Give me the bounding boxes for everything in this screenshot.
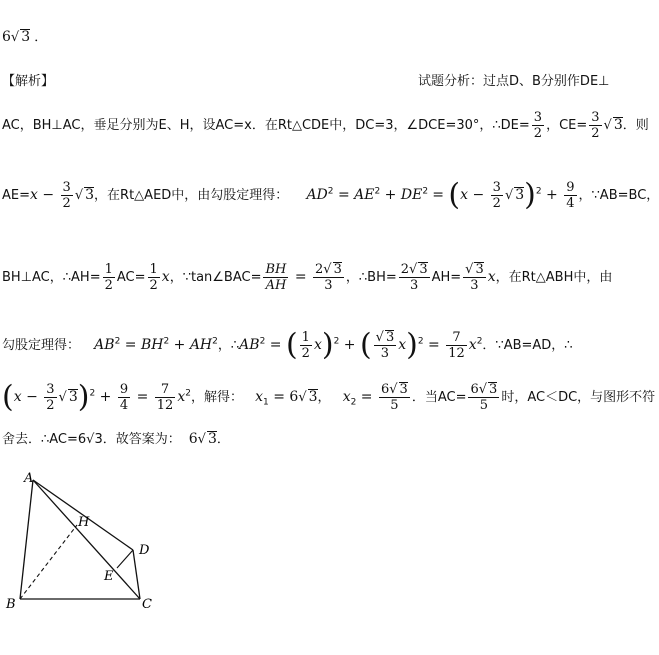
solution-line-5: (x − $\frac{3}{2}$ √ 3)$^2$ + $\frac{9}{4}$ = $\frac{7}{12}$ $x^2$，解得： $x_1 = 6√$ 3， $x_2$ = $\frac{6√ 3}{5}$ ．当AC= $\frac{6√ 3}{5}$ 时，AC＜DC，与图形不符: [2, 379, 656, 415]
analysis-intro: 试题分析：过点D、B分别作DE⊥: [418, 74, 610, 89]
label-a: A: [24, 471, 34, 486]
segment-ac: [33, 480, 140, 599]
segment-de: [117, 550, 133, 568]
segment-bh-dashed: [20, 525, 77, 599]
solution-line-2: AE=x − $\frac{3}{2}$ √ 3，在Rt△AED中，由勾股定理得： $AD^2 = AE^2 + DE^2 = (x$ − $\frac{3}{2}$ √ 3)$^2$ + $\frac{9}{4}$ ，∵AB=BC，: [2, 177, 659, 213]
analysis-tag: 【解析】: [2, 74, 55, 89]
label-h: H: [78, 515, 90, 530]
segment-ab: [20, 480, 33, 599]
solution-line-3: BH⊥AC，∴AH= $\frac{1}{2}$ AC= $\frac{1}{2}$ x，∵tan∠BAC= $\frac{BH}{AH}$ = $\frac{2√ 3}{3}$ ，∴BH= $\frac{2√ 3}{3}$ AH= $\frac{√ 3}{3}$ x，在Rt△ABH中，由: [2, 262, 613, 293]
label-c: C: [142, 597, 152, 612]
label-b: B: [6, 597, 16, 612]
label-d: D: [139, 543, 150, 558]
solution-line-1: AC，BH⊥AC，垂足分别为E、H，设AC=x．在Rt△CDE中，DC=3，∠DCE=30°，∴DE= $\frac{3}{2}$ ，CE= $\frac{3}{2}$ √ 3．则: [2, 110, 649, 141]
label-e: E: [104, 569, 114, 584]
previous-answer: 6√ 3 ．: [2, 29, 48, 45]
solution-line-6: 舍去．∴AC=6√3．故答案为： 6√ 3．: [2, 431, 230, 447]
solution-line-4: 勾股定理得： $AB^2 = BH^2 + AH^2$，$\therefore AB^2$ = ( $\frac{1}{2}$ x)$^2$ + ( $\frac{√ 3}{3}$ x)$^2$ = $\frac{7}{12}$ $x^2$．∵AB=AD，∴: [2, 327, 573, 363]
geometry-figure: [0, 468, 160, 628]
